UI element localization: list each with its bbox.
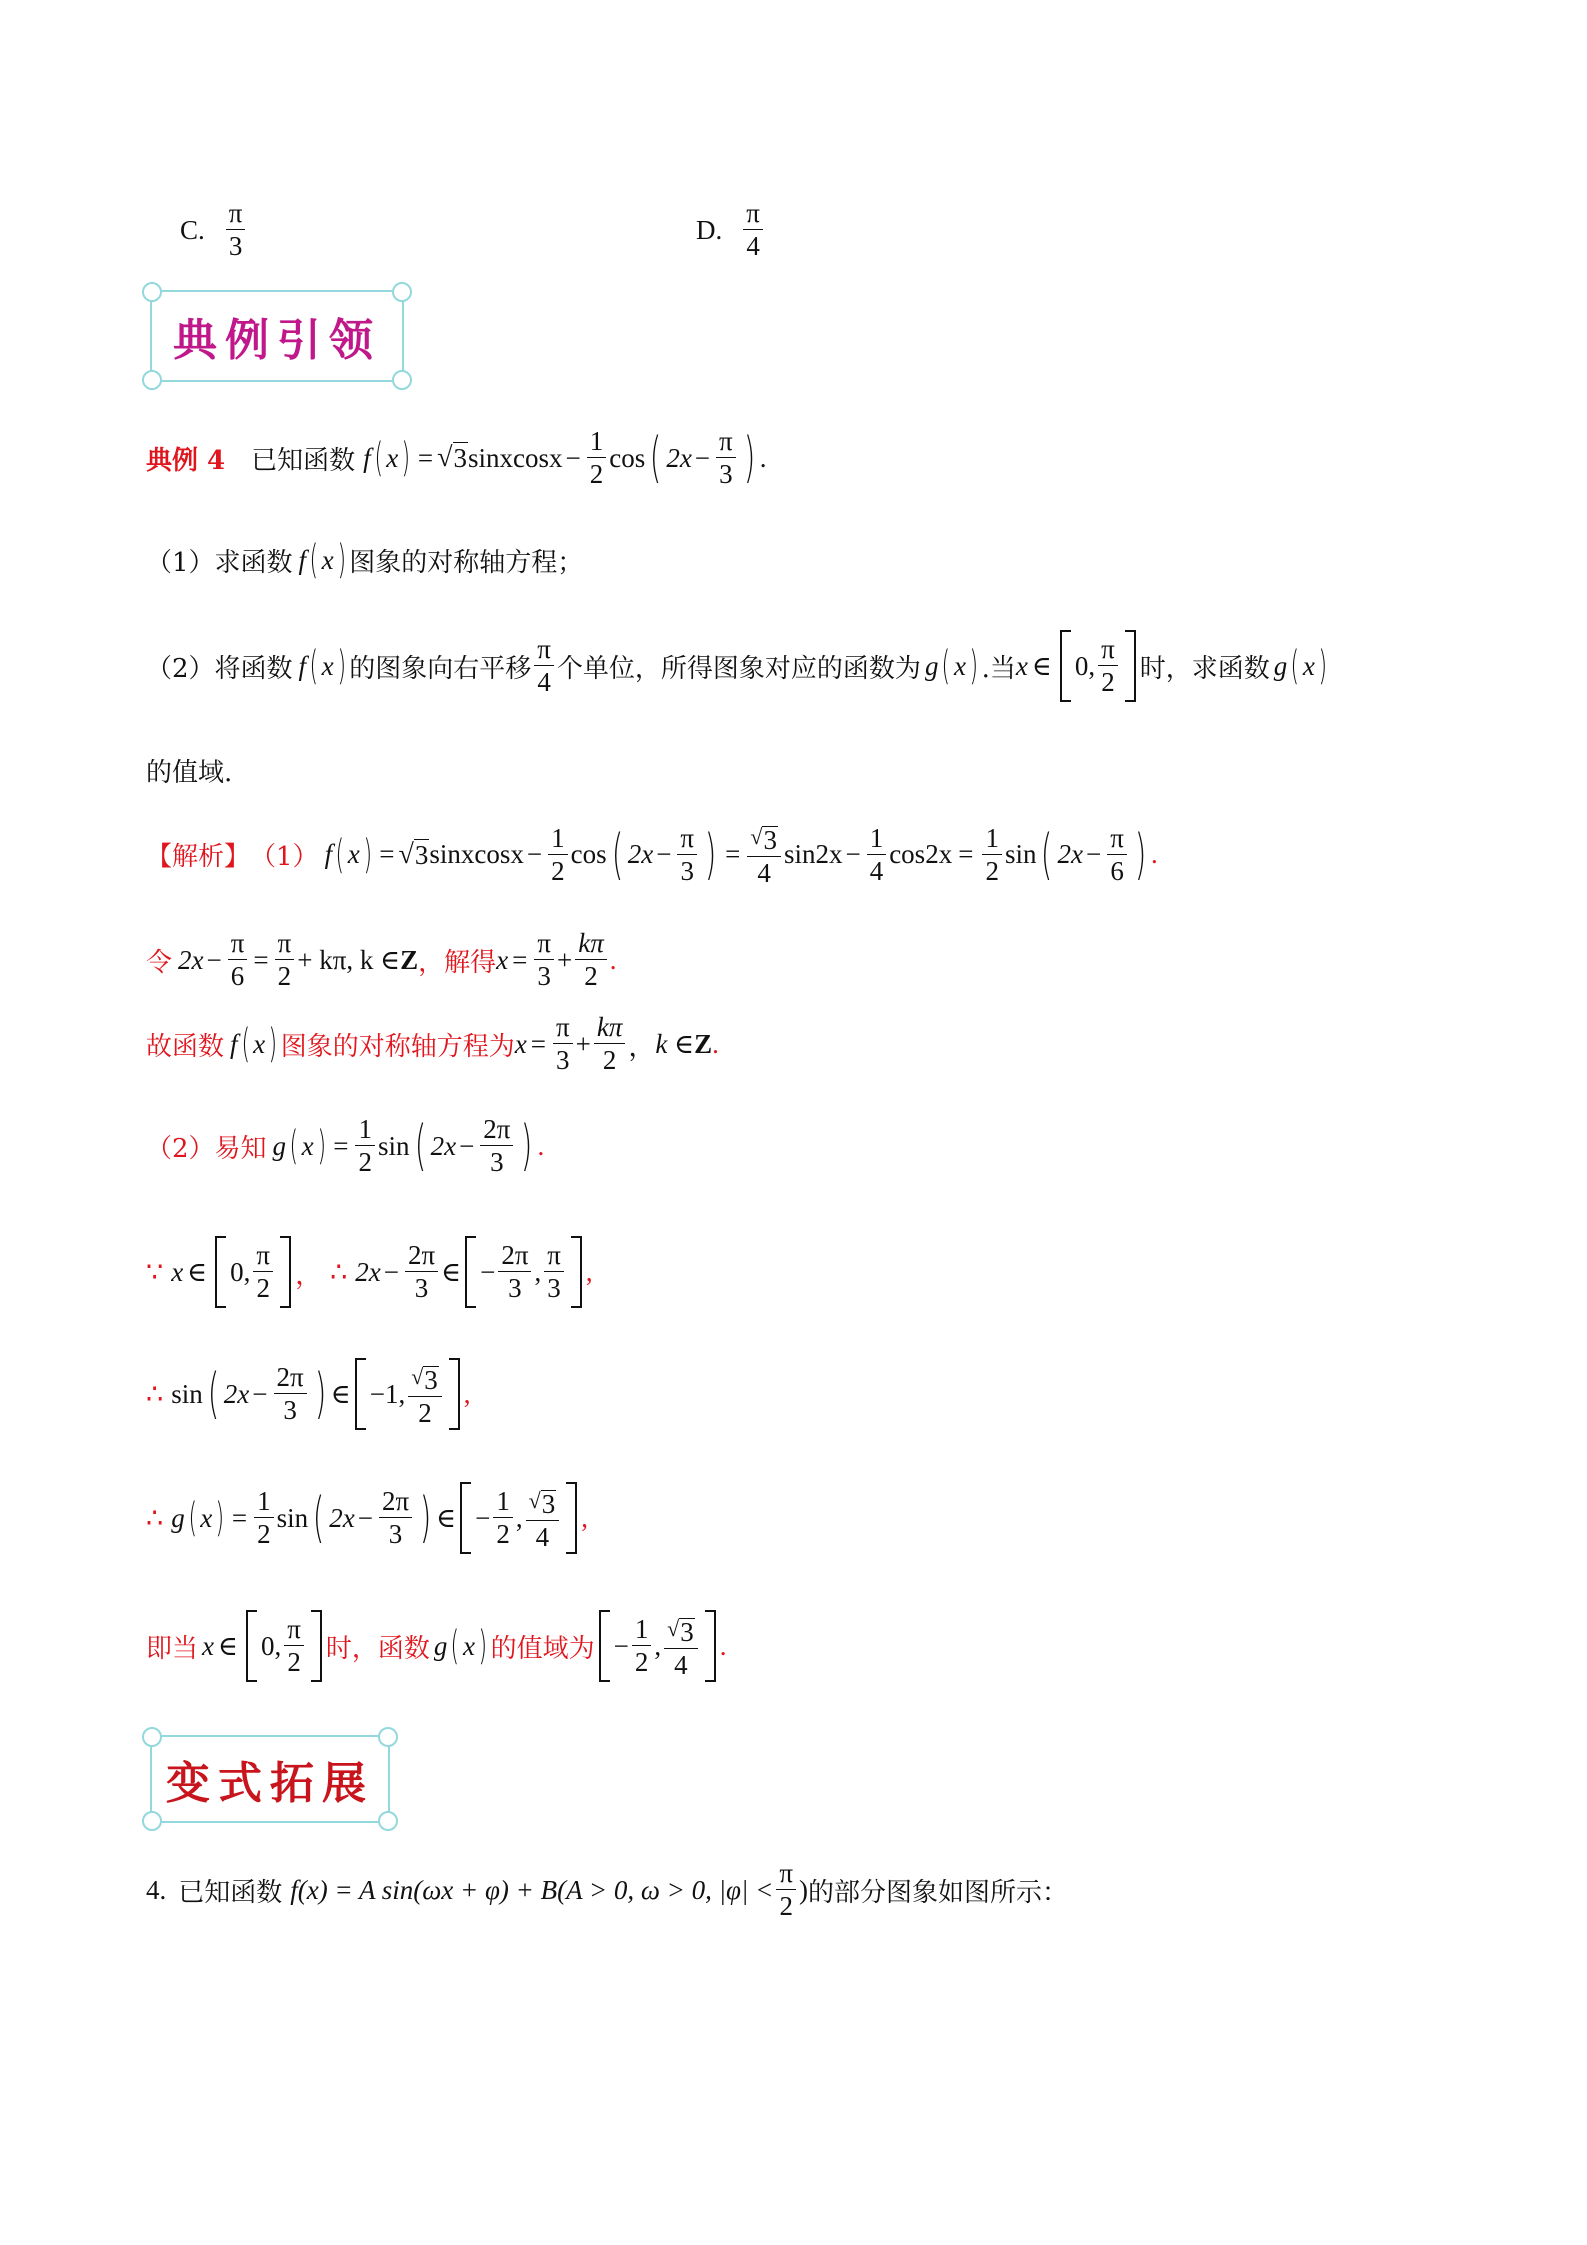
option-d bbox=[696, 200, 766, 260]
solution-g-range: ∴ g ( x ) = $\frac{1}{2}$ sin ( 2x − $\frac{2\pi}{3}$ ) ∈ − $\frac{1}{2}$ , √ 3 4 , bbox=[146, 1482, 588, 1554]
sqrt3: √ 3 bbox=[437, 442, 467, 473]
section-title-text: 变式拓展 bbox=[166, 1758, 374, 1809]
solution-sin-range: ∴ sin ( 2x − $\frac{2\pi}{3}$ ) ∈ −1, √ 3 2 , bbox=[146, 1358, 471, 1430]
solution-step-2: 令 2x − $\frac{\pi}{6}$ = $\frac{\pi}{2}$ + kπ, k ∈ Z ，解得 x = $\frac{\pi}{3}$ + $\frac{k\pi}{2}$ . bbox=[146, 928, 617, 991]
option-c-label: C. bbox=[180, 214, 205, 245]
option-c bbox=[180, 200, 248, 260]
question-part-2: （2）将函数 f ( x ) 的图象向右平移 $\frac{\pi}{4}$ 个单位，所得图象对应的函数为 g ( x ) .当 x ∈ 0, $\frac{\pi}{2}$ 时，求函数 g ( x ) bbox=[146, 630, 1331, 702]
question-part-2-cont: 的值域. bbox=[146, 758, 233, 788]
exercise-4-statement: 4. 已知函数 f(x) = A sin(ωx + φ) + B(A > 0, ω > 0, |φ| < $\frac{\pi}{2}$ ) 的部分图象如图所示： bbox=[146, 1858, 1069, 1921]
option-d-value: $\frac{\pi}{4}$ bbox=[743, 200, 763, 260]
solution-conclusion: 即当 x ∈ 0, $\frac{\pi}{2}$ 时，函数 g ( x ) 的值域为 − $\frac{1}{2}$ , √ 3 4 . bbox=[146, 1610, 726, 1682]
solution-g-definition: （2）易知 g ( x ) = $\frac{1}{2}$ sin ( 2x − $\frac{2\pi}{3}$ ) . bbox=[146, 1114, 545, 1177]
solution-because: ∵ x ∈ 0, $\frac{\pi}{2}$ ， ∴ 2x − $\frac{2\pi}{3}$ ∈ − $\frac{2\pi}{3}$ , $\frac{\pi}{3}$ , bbox=[146, 1236, 593, 1308]
example-4-statement: 典例 4 已知函数 f ( x ) = √ 3 sinxcosx − $\frac{1}{2}$ cos ( 2x − $\frac{\pi}{3}$ ) . bbox=[146, 426, 767, 489]
section-title-examples bbox=[150, 290, 404, 382]
solution-step-1: 【解析】 （1） f ( x ) = √ 3 sinxcosx − $\frac{1}{2}$ cos ( 2x − $\frac{\pi}{3}$ ) = √ 3 4 sin2x − $\frac{1}{4}$ cos2x = $\frac{1}{2}$ sin ( 2x − $\frac{\pi}{6}$ ) . bbox=[146, 822, 1158, 888]
solution-header: 【解析】 bbox=[146, 842, 251, 872]
solution-step-3: 故函数 f ( x ) 图象的对称轴方程为 x = $\frac{\pi}{3}$ + $\frac{k\pi}{2}$ ， k ∈ Z . bbox=[146, 1012, 719, 1075]
option-c-value: $\frac{\pi}{3}$ bbox=[226, 200, 246, 260]
example-tag: 典例 4 bbox=[146, 445, 226, 476]
option-d-label: D. bbox=[696, 214, 723, 245]
section-title-text: 典例引领 bbox=[173, 315, 381, 366]
question-part-1: （1）求函数 f ( x ) 图象的对称轴方程； bbox=[146, 537, 584, 583]
section-title-variations bbox=[150, 1735, 390, 1823]
